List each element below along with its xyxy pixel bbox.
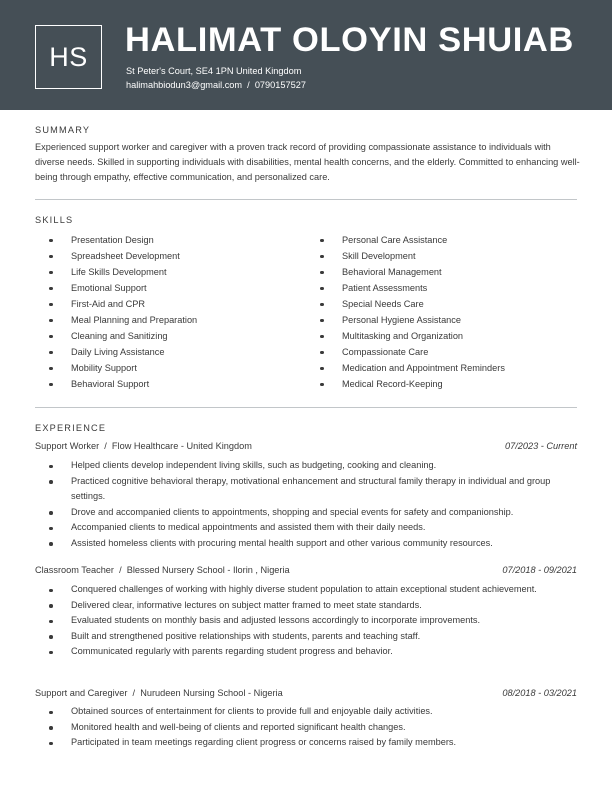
- bullet-icon: [320, 335, 324, 339]
- job-bullet: Obtained sources of entertainment for clients to provide full and enjoyable daily activities.: [49, 704, 577, 720]
- bullet-icon: [49, 711, 53, 715]
- skill-item: First-Aid and CPR: [49, 296, 197, 312]
- job-bullet: Practiced cognitive behavioral therapy, motivational enhancement and structural family therapy in individual and group settings.: [49, 474, 577, 505]
- bullet-icon: [49, 511, 53, 515]
- bullet-icon: [320, 271, 324, 275]
- bullet-icon: [49, 239, 53, 243]
- divider: [35, 407, 577, 408]
- job-dates: 07/2023 - Current: [504, 441, 577, 451]
- job-bullet: Monitored health and well-being of clients and reported significant health changes.: [49, 720, 577, 736]
- skill-item: Personal Care Assistance: [320, 232, 505, 248]
- bullet-icon: [49, 367, 53, 371]
- bullet-icon: [320, 303, 324, 307]
- job-bullet: Evaluated students on monthly basis and adjusted lessons accordingly to incorporate improvements.: [49, 613, 577, 629]
- bullet-icon: [320, 367, 324, 371]
- skill-item: Life Skills Development: [49, 264, 197, 280]
- job-bullets: [49, 704, 577, 751]
- job-bullet: Participated in team meetings regarding client progress or concerns raised by family members.: [49, 735, 577, 751]
- skills-list-left: [49, 232, 197, 392]
- divider: [35, 199, 577, 200]
- bullet-icon: [49, 303, 53, 307]
- bullet-icon: [49, 255, 53, 259]
- job-header: [35, 439, 577, 453]
- bullet-icon: [49, 635, 53, 639]
- skills-list-right: [320, 232, 505, 392]
- skill-item: Meal Planning and Preparation: [49, 312, 197, 328]
- bullet-icon: [320, 287, 324, 291]
- skills-heading: SKILLS: [35, 215, 74, 225]
- address: St Peter's Court, SE4 1PN United Kingdom: [126, 66, 302, 76]
- bullet-icon: [49, 271, 53, 275]
- candidate-name: HALIMAT OLOYIN SHUIAB: [125, 21, 574, 59]
- bullet-icon: [49, 742, 53, 746]
- bullet-icon: [320, 351, 324, 355]
- job-bullet: Assisted homeless clients with procuring mental health support and other various community resources.: [49, 536, 577, 552]
- bullet-icon: [320, 383, 324, 387]
- skill-item: Multitasking and Organization: [320, 328, 505, 344]
- summary-text: Experienced support worker and caregiver with a proven track record of providing compassionate assistance to individuals with diverse needs. Skilled in supporting individuals with disabilities, mental health concerns, and the elderly. Committed to enhancing well-being through empathy, effective communication, and personalized care.: [35, 142, 580, 183]
- bullet-icon: [49, 620, 53, 624]
- job-bullets: [49, 458, 577, 552]
- bullet-icon: [320, 319, 324, 323]
- bullet-icon: [49, 651, 53, 655]
- bullet-icon: [49, 319, 53, 323]
- job-title: Support Worker / Flow Healthcare - United Kingdom: [35, 441, 252, 451]
- job-bullet: Conquered challenges of working with highly diverse student population to attain exceptional student achievement.: [49, 582, 577, 598]
- contact-info: [126, 65, 306, 92]
- bullet-icon: [320, 239, 324, 243]
- bullet-icon: [49, 287, 53, 291]
- bullet-icon: [49, 604, 53, 608]
- skill-item: Mobility Support: [49, 360, 197, 376]
- job-bullet: Accompanied clients to medical appointments and assisted them with their daily needs.: [49, 520, 577, 536]
- bullet-icon: [49, 589, 53, 593]
- skill-item: Medication and Appointment Reminders: [320, 360, 505, 376]
- job-header: [35, 686, 577, 700]
- skill-item: Behavioral Management: [320, 264, 505, 280]
- header-banner: [0, 0, 612, 110]
- skill-item: Medical Record-Keeping: [320, 376, 505, 392]
- job-dates: 07/2018 - 09/2021: [502, 565, 577, 575]
- skill-item: Patient Assessments: [320, 280, 505, 296]
- skill-item: Special Needs Care: [320, 296, 505, 312]
- skill-item: Emotional Support: [49, 280, 197, 296]
- bullet-icon: [49, 480, 53, 484]
- job-bullet: Helped clients develop independent living skills, such as budgeting, cooking and cleaning.: [49, 458, 577, 474]
- job-bullet: Drove and accompanied clients to appointments, shopping and special events for safety and companionship.: [49, 505, 577, 521]
- skill-item: Cleaning and Sanitizing: [49, 328, 197, 344]
- monogram-box: HS: [35, 25, 102, 89]
- bullet-icon: [49, 726, 53, 730]
- bullet-icon: [320, 255, 324, 259]
- bullet-icon: [49, 465, 53, 469]
- bullet-icon: [49, 351, 53, 355]
- job-title: Classroom Teacher / Blessed Nursery School - Ilorin , Nigeria: [35, 565, 290, 575]
- job-header: [35, 563, 577, 577]
- summary-heading: SUMMARY: [35, 125, 91, 135]
- job-bullet: Delivered clear, informative lectures on subject matter framed to meet state standards.: [49, 598, 577, 614]
- job-bullet: Communicated regularly with parents regarding student progress and behavior.: [49, 644, 577, 660]
- skill-item: Personal Hygiene Assistance: [320, 312, 505, 328]
- bullet-icon: [49, 542, 53, 546]
- skill-item: Behavioral Support: [49, 376, 197, 392]
- email-phone: halimahbiodun3@gmail.com / 0790157527: [126, 79, 306, 90]
- job-dates: 08/2018 - 03/2021: [502, 688, 577, 698]
- job-title: Support and Caregiver / Nurudeen Nursing School - Nigeria: [35, 688, 283, 698]
- job-bullets: [49, 582, 577, 660]
- skill-item: Daily Living Assistance: [49, 344, 197, 360]
- job-bullet: Built and strengthened positive relationships with students, parents and teaching staff.: [49, 629, 577, 645]
- skill-item: Skill Development: [320, 248, 505, 264]
- bullet-icon: [49, 527, 53, 531]
- experience-heading: EXPERIENCE: [35, 423, 107, 433]
- skill-item: Compassionate Care: [320, 344, 505, 360]
- skill-item: Presentation Design: [49, 232, 197, 248]
- skill-item: Spreadsheet Development: [49, 248, 197, 264]
- bullet-icon: [49, 335, 53, 339]
- bullet-icon: [49, 383, 53, 387]
